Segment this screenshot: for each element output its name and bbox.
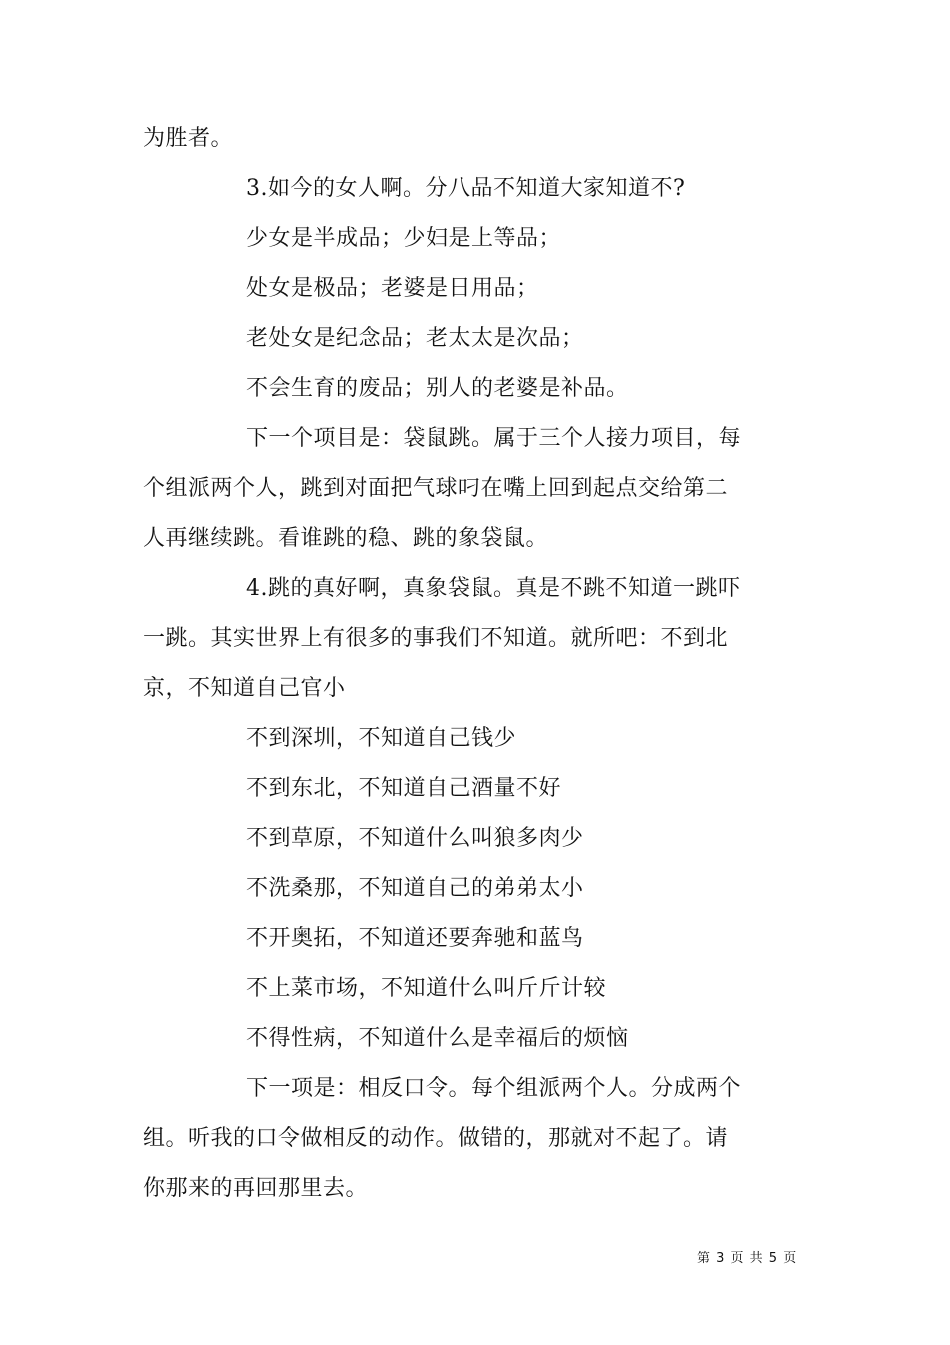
text-line: 不洗桑那，不知道自己的弟弟太小 xyxy=(246,876,584,901)
text-line: 下一项是：相反口令。每个组派两个人。分成两个 xyxy=(246,1076,742,1101)
text-line: 京，不知道自己官小 xyxy=(143,676,346,701)
text-line: 为胜者。 xyxy=(143,126,234,151)
text-line: 下一个项目是：袋鼠跳。属于三个人接力项目，每 xyxy=(246,426,742,451)
page-number-footer: 第 3 页 共 5 页 xyxy=(697,1251,798,1266)
text-line: 不会生育的废品；别人的老婆是补品。 xyxy=(246,376,629,401)
text-line: 老处女是纪念品；老太太是次品； xyxy=(246,326,584,351)
text-line: 少女是半成品；少妇是上等品； xyxy=(246,226,562,251)
text-line: 4.跳的真好啊，真象袋鼠。真是不跳不知道一跳吓 xyxy=(246,576,741,601)
text-line: 不到深圳，不知道自己钱少 xyxy=(246,726,517,751)
text-line: 不上菜市场，不知道什么叫斤斤计较 xyxy=(246,976,607,1001)
text-line: 不到东北，不知道自己酒量不好 xyxy=(246,776,562,801)
text-line: 不得性病，不知道什么是幸福后的烦恼 xyxy=(246,1026,629,1051)
text-line: 处女是极品；老婆是日用品； xyxy=(246,276,539,301)
text-line: 3.如今的女人啊。分八品不知道大家知道不? xyxy=(246,176,686,201)
text-line: 个组派两个人，跳到对面把气球叼在嘴上回到起点交给第二 xyxy=(143,476,729,501)
text-line: 组。听我的口令做相反的动作。做错的，那就对不起了。请 xyxy=(143,1126,729,1151)
text-line: 不开奥拓，不知道还要奔驰和蓝鸟 xyxy=(246,926,584,951)
text-line: 你那来的再回那里去。 xyxy=(143,1176,369,1201)
text-line: 不到草原，不知道什么叫狼多肉少 xyxy=(246,826,584,851)
text-line: 人再继续跳。看谁跳的稳、跳的象袋鼠。 xyxy=(143,526,549,551)
text-line: 一跳。其实世界上有很多的事我们不知道。就所吧：不到北 xyxy=(143,626,729,651)
